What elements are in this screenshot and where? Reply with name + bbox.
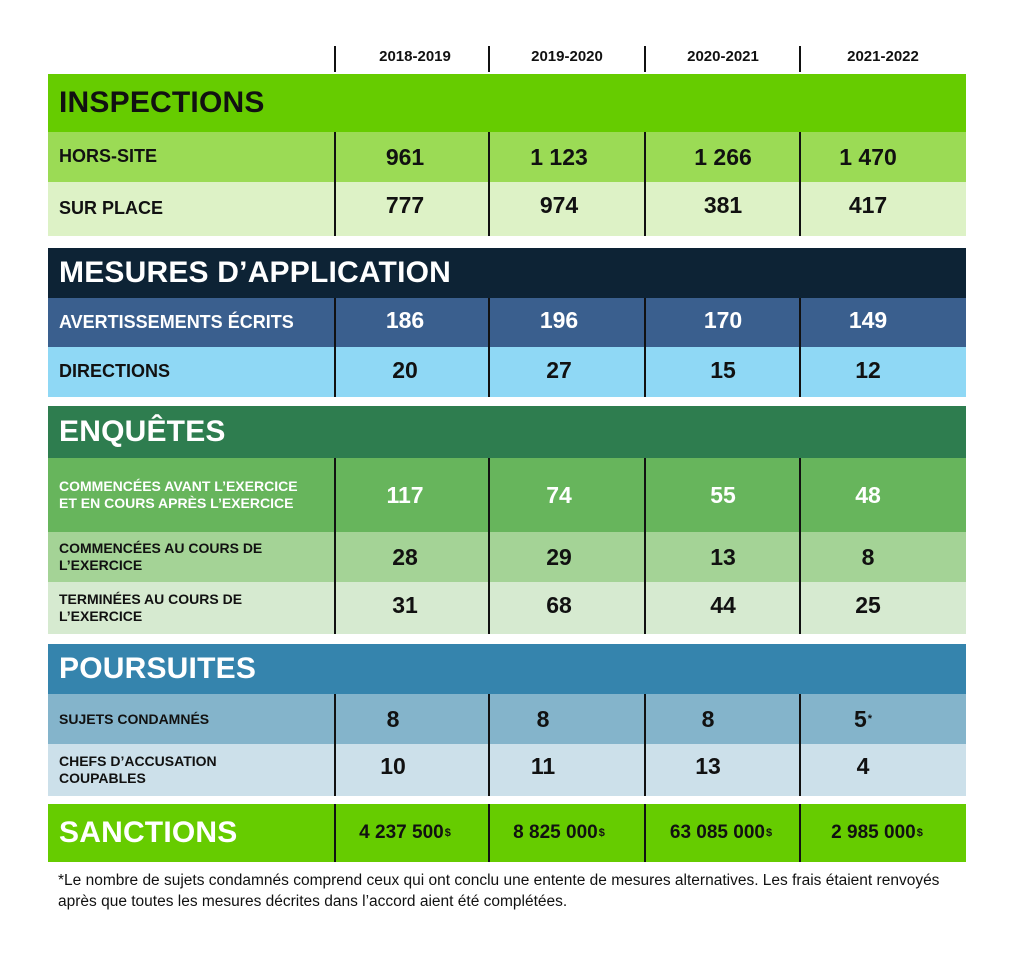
- currency-unit: $: [598, 827, 605, 839]
- column-divider: [488, 46, 490, 72]
- column-divider: [334, 458, 336, 634]
- table-row-terminees: [48, 582, 966, 634]
- column-divider: [488, 694, 490, 796]
- cell-value: 31: [392, 591, 418, 618]
- row-label: TERMINÉES AU COURS DE L’EXERCICE: [59, 591, 243, 624]
- cell-value: 170: [703, 307, 743, 333]
- column-divider: [334, 804, 336, 862]
- cell-value: 974: [539, 191, 579, 218]
- column-divider: [488, 804, 490, 862]
- column-header-2021-2022: 2021-2022: [847, 48, 919, 65]
- row-label: SUJETS CONDAMNÉS: [59, 710, 210, 727]
- footnote: *Le nombre de sujets condamnés comprend ceux qui ont conclu une entente de mesures alternatives. Les frais étaient renvoyés après que toutes les mesures décrites dans l’accord aient été complétées.: [58, 872, 940, 910]
- row-label: CHEFS D’ACCUSATION COUPABLES: [59, 753, 217, 786]
- cell-value: 1 123: [530, 143, 588, 170]
- column-divider: [334, 46, 336, 72]
- currency-unit: $: [765, 827, 773, 839]
- column-divider: [644, 458, 646, 634]
- cell-value: 8: [386, 705, 400, 732]
- row-label: SUR PLACE: [59, 198, 164, 219]
- table-row-avertissements-ecrits: [48, 298, 966, 347]
- cell-value-with-footnote: [788, 694, 938, 744]
- cell-value: 8: [861, 543, 875, 570]
- column-header-2020-2021: 2020-2021: [687, 48, 759, 65]
- cell-value: 20: [392, 356, 418, 383]
- column-divider: [799, 458, 801, 634]
- cell-value-money: [330, 804, 480, 862]
- cell-value: 10: [380, 752, 406, 779]
- table-row-commencees-au-cours: [48, 532, 966, 582]
- table-row-sur-place: [48, 182, 966, 236]
- row-label: HORS-SITE: [59, 146, 158, 167]
- table-row-sanctions: [48, 804, 966, 862]
- column-divider: [799, 298, 801, 397]
- cell-value: 4 237 500: [359, 822, 444, 843]
- column-divider: [644, 694, 646, 796]
- cell-value: 196: [539, 307, 579, 333]
- cell-value: 149: [848, 307, 888, 333]
- cell-value: 1 470: [839, 143, 897, 170]
- section-header-poursuites: POURSUITES: [48, 644, 966, 694]
- column-header-2018-2019: 2018-2019: [379, 48, 451, 65]
- cell-value: 961: [385, 143, 425, 170]
- cell-value: 15: [710, 356, 736, 383]
- row-label: COMMENCÉES AU COURS DE L’EXERCICE: [59, 540, 263, 573]
- cell-value: 5: [853, 705, 867, 732]
- column-divider: [799, 804, 801, 862]
- row-label: COMMENCÉES AVANT L’EXERCICE ET EN COURS APRÈS L’EXERCICE: [59, 478, 298, 511]
- cell-value: 68: [546, 591, 572, 618]
- column-divider: [799, 46, 801, 72]
- column-divider: [799, 132, 801, 236]
- cell-value: 11: [530, 752, 556, 779]
- section-header-enquetes: ENQUÊTES: [48, 406, 966, 458]
- cell-value: 8: [701, 705, 715, 732]
- currency-unit: $: [916, 827, 923, 839]
- cell-value: 29: [546, 543, 572, 570]
- column-divider: [488, 298, 490, 397]
- footnote-mark: *: [867, 713, 873, 725]
- column-header-2019-2020: 2019-2020: [531, 48, 603, 65]
- column-divider: [644, 804, 646, 862]
- column-divider: [334, 132, 336, 236]
- cell-value: 1 266: [694, 143, 752, 170]
- cell-value: 12: [855, 356, 881, 383]
- cell-value: 13: [710, 543, 736, 570]
- cell-value: 117: [386, 481, 424, 508]
- section-header-mesures-application: MESURES D’APPLICATION: [48, 248, 966, 298]
- column-divider: [799, 694, 801, 796]
- table-row-commencees-avant: [48, 458, 966, 532]
- column-divider: [488, 458, 490, 634]
- table-row-directions: [48, 347, 966, 397]
- cell-value: 44: [710, 591, 736, 618]
- table-row-chefs-accusation: [48, 744, 966, 796]
- section-header-sanctions: SANCTIONS: [59, 816, 238, 849]
- cell-value: 8 825 000: [513, 822, 598, 843]
- table-row-sujets-condamnes: [48, 694, 966, 744]
- column-divider: [644, 132, 646, 236]
- cell-value-money: [646, 804, 796, 862]
- cell-value: 74: [546, 481, 572, 508]
- cell-value: 48: [855, 481, 881, 508]
- cell-value: 13: [695, 752, 721, 779]
- currency-unit: $: [444, 827, 451, 839]
- cell-value-money: [802, 804, 952, 862]
- section-header-inspections: INSPECTIONS: [48, 74, 966, 132]
- cell-value: 417: [848, 191, 888, 218]
- column-divider: [334, 694, 336, 796]
- cell-value: 381: [703, 191, 743, 218]
- cell-value: 63 085 000: [669, 822, 765, 843]
- cell-value: 28: [392, 543, 418, 570]
- column-divider: [644, 298, 646, 397]
- table-row-hors-site: [48, 132, 966, 182]
- row-label: DIRECTIONS: [59, 361, 171, 382]
- column-divider: [488, 132, 490, 236]
- cell-value: 4: [856, 752, 870, 779]
- cell-value: 2 985 000: [831, 822, 916, 843]
- cell-value: 777: [385, 191, 425, 218]
- cell-value-money: [484, 804, 634, 862]
- cell-value: 55: [710, 481, 736, 508]
- column-divider: [334, 298, 336, 397]
- cell-value: 27: [546, 356, 572, 383]
- column-divider: [644, 46, 646, 72]
- cell-value: 8: [536, 705, 550, 732]
- cell-value: 186: [385, 307, 425, 333]
- row-label: AVERTISSEMENTS ÉCRITS: [59, 311, 294, 332]
- cell-value: 25: [855, 591, 881, 618]
